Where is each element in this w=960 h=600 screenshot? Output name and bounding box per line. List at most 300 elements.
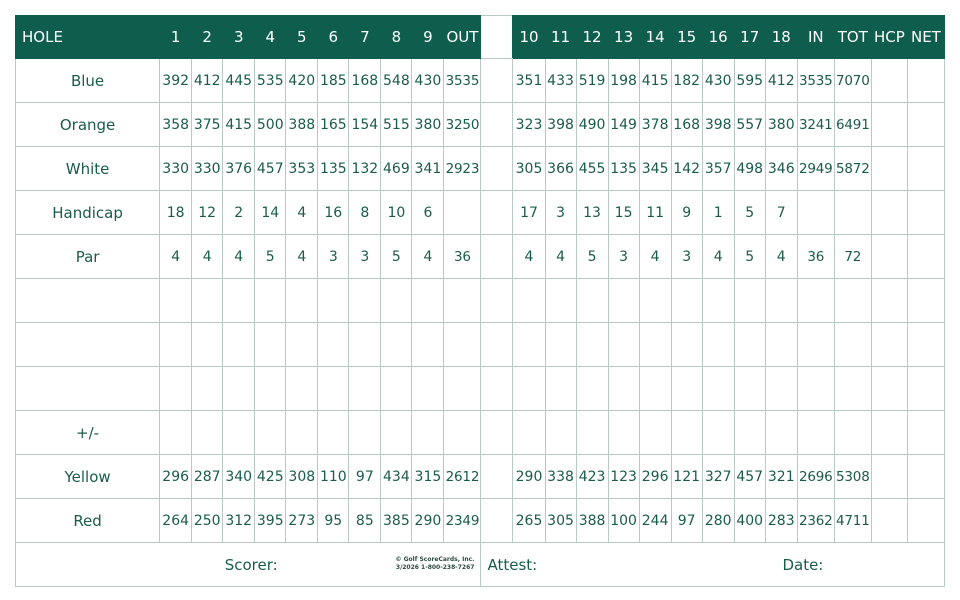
divider-gap xyxy=(481,147,513,191)
hole-cell: 457 xyxy=(734,455,765,499)
hole-cell: 308 xyxy=(286,455,318,499)
net-cell xyxy=(907,147,944,191)
in-cell: 36 xyxy=(797,235,834,279)
hole-number-header: 8 xyxy=(381,16,412,59)
hole-cell: 273 xyxy=(286,499,318,543)
hole-cell: 13 xyxy=(576,191,608,235)
in-cell: 2949 xyxy=(797,147,834,191)
hole-cell: 182 xyxy=(671,59,702,103)
hole-cell[interactable] xyxy=(639,367,671,411)
copyright-notice xyxy=(396,556,475,572)
hole-cell[interactable] xyxy=(412,411,444,455)
handicap-header: HCP xyxy=(871,16,907,59)
hole-cell[interactable] xyxy=(349,367,381,411)
hole-cell: 264 xyxy=(160,499,192,543)
hole-cell: 3 xyxy=(349,235,381,279)
hole-cell[interactable] xyxy=(545,411,576,455)
hole-cell: 7 xyxy=(765,191,797,235)
hole-cell[interactable] xyxy=(318,411,349,455)
hole-cell: 341 xyxy=(412,147,444,191)
hole-cell[interactable] xyxy=(671,367,702,411)
hole-cell: 5 xyxy=(381,235,412,279)
hole-cell: 9 xyxy=(671,191,702,235)
net-cell xyxy=(907,191,944,235)
total-cell[interactable] xyxy=(834,279,871,323)
total-cell[interactable] xyxy=(834,367,871,411)
net-cell xyxy=(907,499,944,543)
hole-cell[interactable] xyxy=(192,411,223,455)
total-header: TOT xyxy=(834,16,871,59)
hole-cell[interactable] xyxy=(318,367,349,411)
hole-number-header: 4 xyxy=(255,16,286,59)
hole-number-header: 14 xyxy=(639,16,671,59)
hole-cell: 4 xyxy=(160,235,192,279)
hole-cell: 290 xyxy=(513,455,545,499)
handicap-cell[interactable] xyxy=(871,411,907,455)
divider-gap xyxy=(481,235,513,279)
out-cell xyxy=(444,191,481,235)
hole-cell: 498 xyxy=(734,147,765,191)
out-cell[interactable] xyxy=(444,323,481,367)
hole-cell: 4 xyxy=(192,235,223,279)
hole-number-header: 17 xyxy=(734,16,765,59)
net-cell[interactable] xyxy=(907,279,944,323)
hole-cell: 425 xyxy=(255,455,286,499)
hole-cell[interactable] xyxy=(608,279,639,323)
hole-cell: 250 xyxy=(192,499,223,543)
in-cell[interactable] xyxy=(797,323,834,367)
hole-cell[interactable] xyxy=(671,323,702,367)
hole-cell[interactable] xyxy=(608,367,639,411)
hole-number-header: 6 xyxy=(318,16,349,59)
total-cell: 5872 xyxy=(834,147,871,191)
hole-cell: 330 xyxy=(192,147,223,191)
hole-cell: 3 xyxy=(608,235,639,279)
total-cell: 4711 xyxy=(834,499,871,543)
hole-cell: 388 xyxy=(576,499,608,543)
out-cell: 2349 xyxy=(444,499,481,543)
hole-cell: 10 xyxy=(381,191,412,235)
hole-cell[interactable] xyxy=(734,279,765,323)
net-cell xyxy=(907,59,944,103)
hole-cell[interactable] xyxy=(765,279,797,323)
hole-cell: 3 xyxy=(545,191,576,235)
divider-gap xyxy=(481,16,513,59)
in-cell: 3535 xyxy=(797,59,834,103)
out-cell: 2923 xyxy=(444,147,481,191)
hole-cell: 557 xyxy=(734,103,765,147)
hole-cell: 469 xyxy=(381,147,412,191)
hole-number-header: 7 xyxy=(349,16,381,59)
hole-cell[interactable] xyxy=(381,279,412,323)
scorer-cell[interactable] xyxy=(16,543,481,587)
hole-cell: 323 xyxy=(513,103,545,147)
hole-cell: 5 xyxy=(734,191,765,235)
divider-gap xyxy=(481,191,513,235)
out-header: OUT xyxy=(444,16,481,59)
hole-cell[interactable] xyxy=(576,323,608,367)
total-cell[interactable] xyxy=(834,323,871,367)
hole-cell: 430 xyxy=(412,59,444,103)
hole-number-header: 9 xyxy=(412,16,444,59)
hole-cell[interactable] xyxy=(639,323,671,367)
in-cell: 2696 xyxy=(797,455,834,499)
hole-cell: 185 xyxy=(318,59,349,103)
hole-cell: 357 xyxy=(702,147,734,191)
hole-cell: 5 xyxy=(734,235,765,279)
hole-cell: 398 xyxy=(545,103,576,147)
hole-header: HOLE xyxy=(16,16,160,59)
hole-cell: 244 xyxy=(639,499,671,543)
hole-cell[interactable] xyxy=(765,411,797,455)
hole-cell: 4 xyxy=(286,235,318,279)
out-cell[interactable] xyxy=(444,279,481,323)
hole-number-header: 15 xyxy=(671,16,702,59)
in-cell[interactable] xyxy=(797,279,834,323)
net-cell[interactable] xyxy=(907,367,944,411)
hole-cell: 321 xyxy=(765,455,797,499)
hole-cell[interactable] xyxy=(608,323,639,367)
row-label: Red xyxy=(16,499,160,543)
hole-cell[interactable] xyxy=(513,323,545,367)
in-cell: 3241 xyxy=(797,103,834,147)
total-cell: 5308 xyxy=(834,455,871,499)
hole-cell[interactable] xyxy=(702,411,734,455)
hole-cell: 340 xyxy=(223,455,255,499)
hole-cell: 5 xyxy=(255,235,286,279)
hole-cell: 548 xyxy=(381,59,412,103)
total-cell xyxy=(834,191,871,235)
hole-cell: 4 xyxy=(513,235,545,279)
hole-cell: 18 xyxy=(160,191,192,235)
handicap-cell xyxy=(871,59,907,103)
hole-cell: 366 xyxy=(545,147,576,191)
hole-cell[interactable] xyxy=(286,323,318,367)
out-cell: 3250 xyxy=(444,103,481,147)
handicap-cell[interactable] xyxy=(871,323,907,367)
hole-cell: 97 xyxy=(349,455,381,499)
hole-cell: 123 xyxy=(608,455,639,499)
hole-cell: 327 xyxy=(702,455,734,499)
hole-cell: 1 xyxy=(702,191,734,235)
hole-cell: 287 xyxy=(192,455,223,499)
row-label: Orange xyxy=(16,103,160,147)
hole-cell[interactable] xyxy=(192,367,223,411)
in-cell[interactable] xyxy=(797,411,834,455)
hole-cell: 490 xyxy=(576,103,608,147)
hole-cell[interactable] xyxy=(734,323,765,367)
hole-cell[interactable] xyxy=(286,367,318,411)
hole-cell: 154 xyxy=(349,103,381,147)
out-cell: 2612 xyxy=(444,455,481,499)
hole-cell: 142 xyxy=(671,147,702,191)
hole-cell: 338 xyxy=(545,455,576,499)
hole-cell: 3 xyxy=(671,235,702,279)
hole-cell[interactable] xyxy=(702,323,734,367)
golf-scorecard xyxy=(15,15,945,585)
out-cell[interactable] xyxy=(444,367,481,411)
hole-cell[interactable] xyxy=(255,323,286,367)
hole-cell[interactable] xyxy=(639,279,671,323)
hole-cell: 315 xyxy=(412,455,444,499)
hole-cell[interactable] xyxy=(576,279,608,323)
in-cell: 2362 xyxy=(797,499,834,543)
hole-cell[interactable] xyxy=(349,323,381,367)
hole-cell: 4 xyxy=(702,235,734,279)
hole-cell[interactable] xyxy=(671,279,702,323)
hole-cell: 3 xyxy=(318,235,349,279)
hole-cell: 445 xyxy=(223,59,255,103)
hole-cell: 305 xyxy=(545,499,576,543)
hole-cell: 4 xyxy=(412,235,444,279)
hole-cell: 353 xyxy=(286,147,318,191)
handicap-cell[interactable] xyxy=(871,279,907,323)
hole-cell: 376 xyxy=(223,147,255,191)
hole-cell: 280 xyxy=(702,499,734,543)
hole-cell[interactable] xyxy=(702,367,734,411)
hole-cell[interactable] xyxy=(318,279,349,323)
hole-cell[interactable] xyxy=(160,411,192,455)
hole-cell[interactable] xyxy=(513,367,545,411)
in-cell[interactable] xyxy=(797,367,834,411)
hole-cell[interactable] xyxy=(255,411,286,455)
hole-cell: 519 xyxy=(576,59,608,103)
hole-cell: 595 xyxy=(734,59,765,103)
hole-cell: 4 xyxy=(545,235,576,279)
hole-cell: 11 xyxy=(639,191,671,235)
hole-cell[interactable] xyxy=(318,323,349,367)
row-label: White xyxy=(16,147,160,191)
hole-cell[interactable] xyxy=(765,367,797,411)
row-label: Blue xyxy=(16,59,160,103)
divider-gap[interactable] xyxy=(481,411,513,455)
hole-cell: 168 xyxy=(671,103,702,147)
attest-date-cell[interactable] xyxy=(481,543,945,587)
hole-cell: 415 xyxy=(223,103,255,147)
hole-cell: 283 xyxy=(765,499,797,543)
hole-cell: 290 xyxy=(412,499,444,543)
hole-cell: 4 xyxy=(765,235,797,279)
hole-number-header: 10 xyxy=(513,16,545,59)
hole-cell[interactable] xyxy=(412,367,444,411)
hole-number-header: 18 xyxy=(765,16,797,59)
hole-number-header: 12 xyxy=(576,16,608,59)
hole-number-header: 2 xyxy=(192,16,223,59)
hole-cell[interactable] xyxy=(255,367,286,411)
hole-cell: 4 xyxy=(286,191,318,235)
hole-cell[interactable] xyxy=(545,367,576,411)
hole-cell: 4 xyxy=(639,235,671,279)
copyright-line-2: 3/2026 1-800-238-7267 xyxy=(395,564,475,571)
hole-cell: 97 xyxy=(671,499,702,543)
net-cell[interactable] xyxy=(907,411,944,455)
score-row xyxy=(16,279,945,323)
hole-cell: 380 xyxy=(765,103,797,147)
hole-cell: 415 xyxy=(639,59,671,103)
hole-cell: 100 xyxy=(608,499,639,543)
hole-cell[interactable] xyxy=(381,411,412,455)
hole-cell: 305 xyxy=(513,147,545,191)
row-label: +/- xyxy=(16,411,160,455)
hole-cell[interactable] xyxy=(286,411,318,455)
hole-cell: 346 xyxy=(765,147,797,191)
hole-cell: 85 xyxy=(349,499,381,543)
hole-cell[interactable] xyxy=(223,323,255,367)
divider-gap[interactable] xyxy=(481,323,513,367)
hole-cell: 17 xyxy=(513,191,545,235)
out-cell: 3535 xyxy=(444,59,481,103)
divider-gap[interactable] xyxy=(481,367,513,411)
row-label xyxy=(16,367,160,411)
hole-cell[interactable] xyxy=(381,367,412,411)
hole-cell: 430 xyxy=(702,59,734,103)
hole-cell[interactable] xyxy=(160,367,192,411)
handicap-cell xyxy=(871,103,907,147)
hole-cell: 412 xyxy=(765,59,797,103)
score-row xyxy=(16,59,945,103)
hole-cell[interactable] xyxy=(412,323,444,367)
hole-cell[interactable] xyxy=(576,411,608,455)
out-cell[interactable] xyxy=(444,411,481,455)
hole-cell[interactable] xyxy=(576,367,608,411)
hole-cell: 392 xyxy=(160,59,192,103)
hole-cell: 6 xyxy=(412,191,444,235)
handicap-cell xyxy=(871,235,907,279)
row-label: Par xyxy=(16,235,160,279)
hole-number-header: 16 xyxy=(702,16,734,59)
hole-number-header: 11 xyxy=(545,16,576,59)
hole-cell: 132 xyxy=(349,147,381,191)
hole-cell[interactable] xyxy=(513,411,545,455)
hole-cell[interactable] xyxy=(286,279,318,323)
row-label: Yellow xyxy=(16,455,160,499)
hole-cell: 198 xyxy=(608,59,639,103)
hole-cell: 312 xyxy=(223,499,255,543)
hole-cell: 121 xyxy=(671,455,702,499)
hole-cell[interactable] xyxy=(192,323,223,367)
net-header: NET xyxy=(907,16,944,59)
hole-cell[interactable] xyxy=(412,279,444,323)
score-row xyxy=(16,499,945,543)
hole-cell[interactable] xyxy=(513,279,545,323)
divider-gap xyxy=(481,455,513,499)
score-row xyxy=(16,191,945,235)
hole-cell[interactable] xyxy=(223,279,255,323)
row-label xyxy=(16,279,160,323)
hole-cell: 375 xyxy=(192,103,223,147)
handicap-cell xyxy=(871,455,907,499)
handicap-cell xyxy=(871,147,907,191)
hole-cell: 412 xyxy=(192,59,223,103)
hole-cell[interactable] xyxy=(765,323,797,367)
hole-cell[interactable] xyxy=(160,323,192,367)
total-cell: 6491 xyxy=(834,103,871,147)
scorecard-table xyxy=(15,15,945,587)
hole-cell[interactable] xyxy=(734,367,765,411)
hole-cell: 400 xyxy=(734,499,765,543)
divider-gap xyxy=(481,59,513,103)
hole-cell[interactable] xyxy=(671,411,702,455)
hole-cell[interactable] xyxy=(545,323,576,367)
hole-cell: 395 xyxy=(255,499,286,543)
hole-cell: 434 xyxy=(381,455,412,499)
hole-cell: 330 xyxy=(160,147,192,191)
hole-cell[interactable] xyxy=(255,279,286,323)
hole-cell: 296 xyxy=(639,455,671,499)
hole-cell: 168 xyxy=(349,59,381,103)
out-cell: 36 xyxy=(444,235,481,279)
hole-cell: 388 xyxy=(286,103,318,147)
hole-cell: 95 xyxy=(318,499,349,543)
hole-cell: 8 xyxy=(349,191,381,235)
hole-cell: 149 xyxy=(608,103,639,147)
copyright-line-1: © Golf ScoreCards, Inc. xyxy=(395,556,475,563)
row-label: Handicap xyxy=(16,191,160,235)
hole-cell[interactable] xyxy=(608,411,639,455)
hole-cell[interactable] xyxy=(639,411,671,455)
in-cell xyxy=(797,191,834,235)
in-header: IN xyxy=(797,16,834,59)
score-row xyxy=(16,367,945,411)
hole-cell: 423 xyxy=(576,455,608,499)
hole-cell[interactable] xyxy=(381,323,412,367)
net-cell[interactable] xyxy=(907,323,944,367)
score-row xyxy=(16,455,945,499)
hole-cell[interactable] xyxy=(545,279,576,323)
hole-number-header: 5 xyxy=(286,16,318,59)
hole-number-header: 1 xyxy=(160,16,192,59)
hole-cell[interactable] xyxy=(734,411,765,455)
total-cell: 72 xyxy=(834,235,871,279)
hole-cell[interactable] xyxy=(702,279,734,323)
hole-number-header: 3 xyxy=(223,16,255,59)
hole-cell: 345 xyxy=(639,147,671,191)
handicap-cell[interactable] xyxy=(871,367,907,411)
score-row xyxy=(16,103,945,147)
hole-cell: 358 xyxy=(160,103,192,147)
hole-cell: 5 xyxy=(576,235,608,279)
hole-cell: 420 xyxy=(286,59,318,103)
hole-cell[interactable] xyxy=(223,411,255,455)
hole-cell: 296 xyxy=(160,455,192,499)
net-cell xyxy=(907,235,944,279)
hole-number-header: 13 xyxy=(608,16,639,59)
score-row xyxy=(16,411,945,455)
hole-cell[interactable] xyxy=(349,279,381,323)
divider-gap[interactable] xyxy=(481,279,513,323)
hole-cell: 433 xyxy=(545,59,576,103)
hole-cell[interactable] xyxy=(349,411,381,455)
hole-cell[interactable] xyxy=(223,367,255,411)
hole-cell: 265 xyxy=(513,499,545,543)
hole-cell: 351 xyxy=(513,59,545,103)
score-row xyxy=(16,235,945,279)
hole-cell: 457 xyxy=(255,147,286,191)
score-row xyxy=(16,147,945,191)
attest-label: Attest: xyxy=(487,556,538,574)
divider-gap xyxy=(481,103,513,147)
row-label xyxy=(16,323,160,367)
hole-cell: 15 xyxy=(608,191,639,235)
hole-cell: 2 xyxy=(223,191,255,235)
total-cell: 7070 xyxy=(834,59,871,103)
hole-cell: 4 xyxy=(223,235,255,279)
hole-cell: 380 xyxy=(412,103,444,147)
hole-cell[interactable] xyxy=(192,279,223,323)
header-row xyxy=(16,16,945,59)
total-cell[interactable] xyxy=(834,411,871,455)
hole-cell[interactable] xyxy=(160,279,192,323)
